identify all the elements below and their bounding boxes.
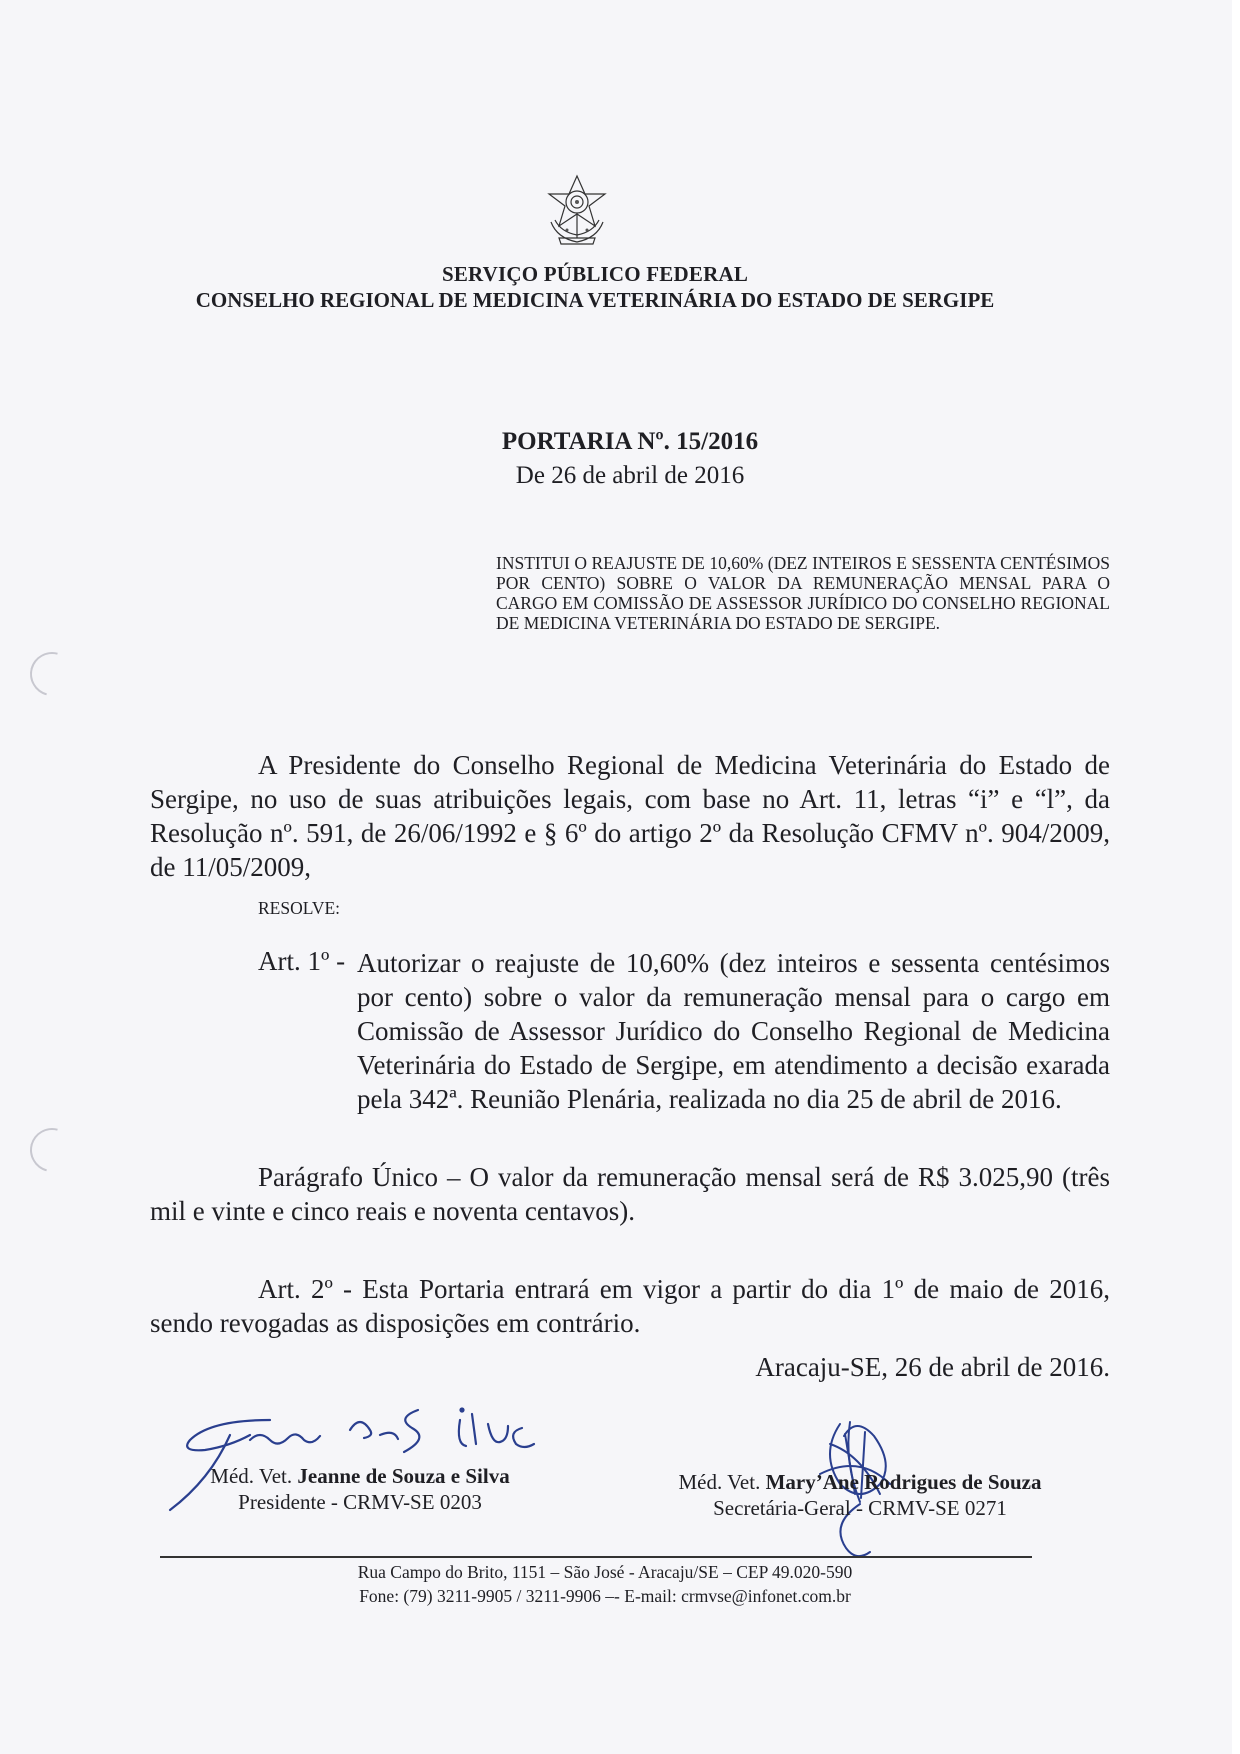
signature-2-name [610,1470,1110,1495]
paragrafo-unico: Parágrafo Único – O valor da remuneração mensal será de R$ 3.025,90 (três mil e vinte e cinco reais e noventa centavos). [150,1162,1110,1226]
punch-hole-top [22,644,82,704]
place-and-date: Aracaju-SE, 26 de abril de 2016. [755,1352,1110,1382]
resolve-heading: RESOLVE: [258,898,341,918]
signature-1-prefix: Méd. Vet. [210,1464,298,1488]
signature-1-role: Presidente - CRMV-SE 0203 [238,1490,482,1514]
document-date: De 26 de abril de 2016 [515,462,745,489]
footer-contact: Fone: (79) 3211-9905 / 3211-9906 –- E-mail: crmvse@infonet.com.br [359,1586,851,1606]
footer-divider [160,1556,1032,1558]
brazil-coat-of-arms-icon [537,172,617,252]
signature-1-fullname: Jeanne de Souza e Silva [297,1464,510,1488]
ementa-summary: INSTITUI O REAJUSTE DE 10,60% (DEZ INTEIROS E SESSENTA CENTÉSIMOS POR CENTO) SOBRE O VALOR DA REMUNERAÇÃO MENSAL PARA O CARGO EM COMISSÃO DE ASSESSOR JURÍDICO DO CONSELHO REGIONAL DE MEDICINA VETERINÁRIA DO ESTADO DE SERGIPE. [496,553,1110,633]
punch-hole-bottom [22,1120,82,1180]
signature-1-name [150,1464,570,1489]
document-title: PORTARIA Nº. 15/2016 [501,428,759,455]
footer-address: Rua Campo do Brito, 1151 – São José - Aracaju/SE – CEP 49.020-590 [357,1562,853,1582]
signature-2-fullname: Mary’Ane Rodrigues de Souza [765,1470,1042,1494]
signature-2-role: Secretária-Geral - CRMV-SE 0271 [713,1496,1007,1520]
article-1-text: Autorizar o reajuste de 10,60% (dez inteiros e sessenta centésimos por cento) sobre o valor da remuneração mensal para o cargo em Comissão de Assessor Jurídico do Conselho Regional de Medicina Veterinária do Estado de Sergipe, em atendimento a decisão exarada pela 342ª. Reunião Plenária, realizada no dia 25 de abril de 2016. [357,948,1110,1114]
article-2-text: Art. 2º - Esta Portaria entrará em vigor a partir do dia 1º de maio de 2016, sendo revogadas as disposições em contrário. [150,1274,1110,1338]
header-service-title: SERVIÇO PÚBLICO FEDERAL [441,262,749,286]
header-council-title: CONSELHO REGIONAL DE MEDICINA VETERINÁRIA DO ESTADO DE SERGIPE [195,288,995,312]
preamble-paragraph: A Presidente do Conselho Regional de Medicina Veterinária do Estado de Sergipe, no uso de suas atribuições legais, com base no Art. 11, letras “i” e “l”, da Resolução nº. 591, de 26/06/1992 e § 6º do artigo 2º da Resolução CFMV nº. 904/2009, de 11/05/2009, [150,750,1110,882]
signature-2-prefix: Méd. Vet. [678,1470,766,1494]
article-1-label: Art. 1º - [258,946,346,976]
